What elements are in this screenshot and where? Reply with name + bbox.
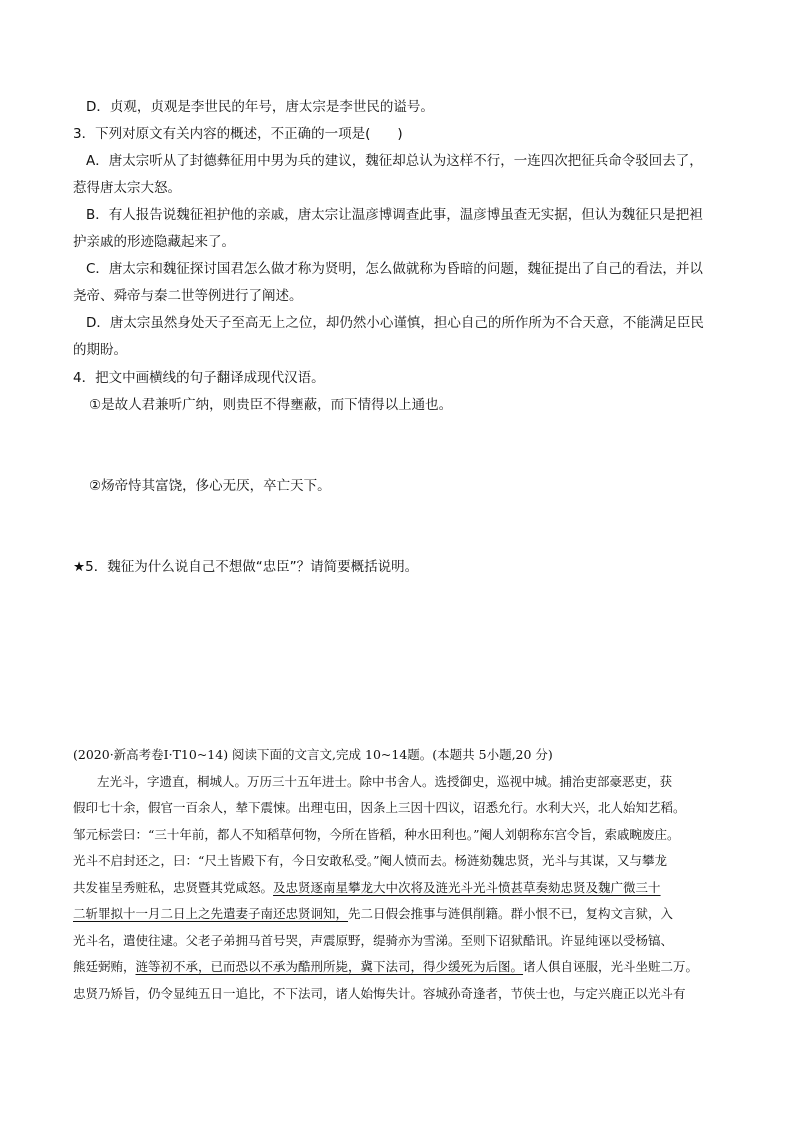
passage-source: (2020·新高考卷Ⅰ·T10~14) 阅读下面的文言文,完成 10~14题。(本题共 5小题,20 分) — [73, 747, 553, 762]
q4-sentence-2: ②炀帝恃其富饶，侈心无厌，卒亡天下。 — [89, 478, 331, 494]
passage-line — [73, 901, 733, 928]
classical-passage — [73, 742, 733, 1007]
question-4 — [73, 365, 733, 419]
q3-stem: 3．下列对原文有关内容的概述，不正确的一项是( ) — [73, 126, 403, 142]
passage-text: 先二日假会推事与涟俱削籍。群小恨不已，复构文言狱，入 — [348, 906, 674, 921]
q3-option-d: D．唐太宗虽然身处天子至高无上之位，却仍然小心谨慎，担心自己的所作所为不合天意，不能满足臣民 — [86, 315, 704, 331]
passage-text: 熊廷弼贿， — [73, 959, 136, 974]
passage-text: 共发崔呈秀赃私，忠贤暨其党咸怒。 — [73, 879, 274, 895]
q3-option-b: B．有人报告说魏征袒护他的亲戚，唐太宗让温彦博调查此事，温彦博虽查无实据，但认为魏征只是把袒 — [86, 207, 703, 223]
passage-line — [73, 954, 733, 981]
q3-option-c-cont: 尧帝、舜帝与秦二世等例进行了阐述。 — [73, 288, 303, 304]
passage-line: 邹元标尝曰：“三十年前，都人不知稻草何物，今所在皆稻，种水田利也。”阉人刘朝称东宫令旨，索戚畹废庄。 — [73, 826, 680, 842]
q4-stem: 4．把文中画横线的句子翻译成现代汉语。 — [73, 370, 325, 386]
underlined-sentence: 二斩罪拟十一月二日上之先遣妻子南还忠贤诇知， — [73, 906, 349, 921]
underlined-sentence: 及忠贤逐南星攀龙大中次将及涟光斗光斗愤甚草奏劾忠贤及魏广微三十 — [273, 879, 661, 895]
q4-sentence-1: ①是故人君兼听广纳，则贵臣不得壅蔽，而下情得以上通也。 — [89, 397, 453, 413]
question-3 — [73, 121, 733, 364]
q4-sentence-2-block — [73, 473, 733, 500]
passage-line: 左光斗，字遗直，桐城人。万历三十五年进士。除中书舍人。选授御史，巡视中城。捕治吏部豪恶吏，获 — [97, 773, 673, 789]
q2-option-d: D．贞观，贞观是李世民的年号，唐太宗是李世民的谥号。 — [86, 99, 434, 115]
passage-line — [73, 875, 733, 902]
underlined-sentence: 涟等初不承，已而恐以不承为酷刑所毙，冀下法司，得少缓死为后图。 — [135, 959, 524, 974]
passage-line: 光斗名，遣使往逮。父老子弟拥马首号哭，声震原野，缇骑亦为雪涕。至则下诏狱酷讯。许显纯诬以受杨镐、 — [73, 932, 674, 948]
q3-option-a-cont: 惹得唐太宗大怒。 — [73, 180, 181, 196]
passage-text: 诸人俱自诬服，光斗坐赃二万。 — [523, 959, 699, 974]
q3-option-b-cont: 护亲戚的形迹隐藏起来了。 — [73, 234, 235, 250]
q3-option-a: A．唐太宗听从了封德彝征用中男为兵的建议，魏征却总认为这样不行，一连四次把征兵命令驳回去了， — [86, 153, 703, 169]
question-2-tail — [73, 94, 733, 121]
q3-option-c: C．唐太宗和魏征探讨国君怎么做才称为贤明，怎么做就称为昏暗的问题，魏征提出了自己的看法，并以 — [86, 261, 703, 277]
passage-line: 假印七十余，假官一百余人，辇下震悚。出理屯田，因条上三因十四议，诏悉允行。水利大兴，北人始知艺稻。 — [73, 800, 686, 815]
q5-stem: ★5．魏征为什么说自己不想做“忠臣”？请简要概括说明。 — [73, 559, 419, 575]
question-5 — [73, 554, 733, 581]
passage-line: 忠贤乃矫旨，仍令显纯五日一追比，不下法司，诸人始悔失计。容城孙奇逢者，节侠士也，与定兴鹿正以光斗有 — [73, 985, 686, 1001]
passage-line: 光斗不启封还之，曰：“尺土皆殿下有，今日安敢私受。”阉人愤而去。杨涟劾魏忠贤，光斗与其谋，又与攀龙 — [73, 853, 668, 868]
q3-option-d-cont: 的期盼。 — [73, 342, 127, 358]
